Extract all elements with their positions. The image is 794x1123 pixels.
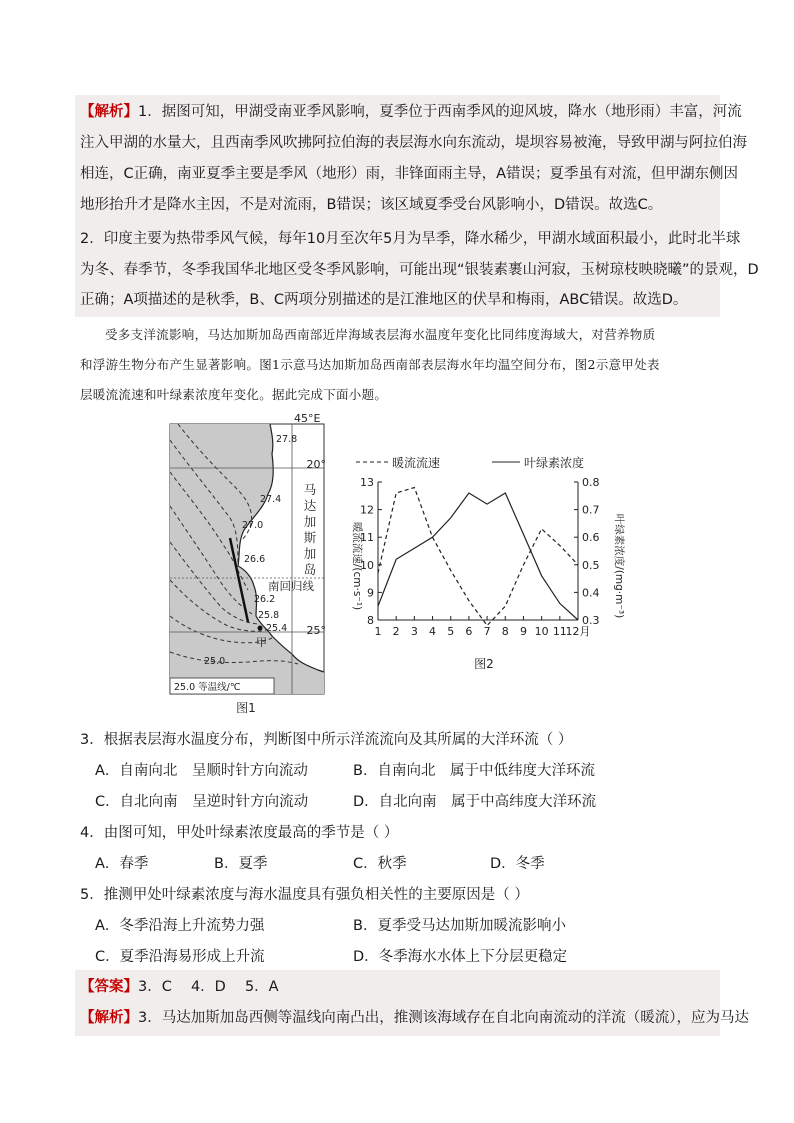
x-tick-label: 6 — [465, 625, 473, 638]
right-axis-label: 叶绿素浓度/(mg·m⁻³) — [613, 513, 625, 619]
island-name-char: 斯 — [303, 530, 317, 545]
question-3-option-b[interactable]: B．自南向北 属于中低纬度大洋环流 — [353, 763, 595, 779]
left-tick-label: 12 — [360, 503, 374, 517]
map-legend: 25.0 等温线/℃ — [174, 682, 241, 693]
figure2-caption: 图2 — [474, 657, 494, 671]
island-name-char: 加 — [303, 514, 317, 529]
isotherm-label: 26.6 — [244, 554, 266, 565]
question-4-option-a[interactable]: A．春季 — [95, 856, 149, 872]
island-name-char: 岛 — [303, 562, 317, 577]
question-4-option-c[interactable]: C．秋季 — [353, 856, 407, 872]
figure1-caption: 图1 — [236, 701, 256, 715]
x-tick-label: 5 — [447, 625, 455, 638]
isotherm-label: 25.4 — [266, 623, 288, 634]
right-tick-label: 0.5 — [582, 558, 600, 572]
right-tick-label: 0.7 — [582, 503, 600, 517]
left-axis-label: 暖流流速/(cm·s⁻¹) — [351, 521, 363, 611]
question-3-option-d[interactable]: D．自北向南 属于中高纬度大洋环流 — [353, 794, 597, 810]
left-tick-label: 13 — [360, 476, 374, 489]
analysis-line: 【解析】1．据图可知，甲湖受南亚季风影响，夏季位于西南季风的迎风坡，降水（地形雨）丰富，河流 — [80, 104, 742, 120]
right-tick-label: 0.8 — [582, 476, 600, 489]
analysis-2-line: 【解析】3．马达加斯加岛西侧等温线向南凸出，推测该海域存在自北向南流动的洋流（暖流），应为马达 — [80, 1010, 749, 1026]
analysis-line: 注入甲湖的水量大，且西南季风吹拂阿拉伯海的表层海水向东流动，堤坝容易被淹，导致甲湖与阿拉伯海 — [80, 135, 747, 151]
current-speed-line — [378, 488, 578, 626]
right-tick-label: 0.6 — [582, 531, 600, 545]
longitude-label: 45°E — [294, 412, 321, 425]
left-tick-label: 9 — [367, 586, 374, 600]
island-name-char: 马 — [303, 482, 317, 497]
isotherm-label: 25.8 — [258, 610, 280, 621]
x-tick-label: 1 — [374, 625, 382, 638]
question-5-stem: 5．推测甲处叶绿素浓度与海水温度具有强负相关性的主要原因是（ ） — [80, 887, 529, 903]
analysis-line: 2．印度主要为热带季风气候，每年10月至次年5月为旱季，降水稀少，甲湖水域面积最小，此时北半球 — [80, 231, 741, 247]
right-tick-label: 0.4 — [582, 586, 600, 600]
latitude-label: 25° — [306, 624, 326, 637]
left-tick-label: 11 — [360, 531, 374, 545]
island-name-char: 加 — [303, 546, 317, 561]
x-tick-label: 9 — [519, 625, 527, 638]
answer-text: 3．C 4．D 5．A — [138, 979, 279, 995]
isotherm-label: 27.4 — [260, 494, 282, 505]
isotherm-label: 26.2 — [254, 594, 276, 605]
x-tick-label: 12月 — [565, 625, 591, 638]
figure2-chart — [334, 448, 634, 678]
question-5-option-d[interactable]: D．冬季海水水体上下分层更稳定 — [353, 949, 568, 965]
question-3-option-a[interactable]: A．自南向北 呈顺时针方向流动 — [95, 763, 308, 779]
island-name-char: 达 — [303, 498, 317, 513]
question-5-option-a[interactable]: A．冬季沿海上升流势力强 — [95, 918, 265, 934]
question-5-option-b[interactable]: B．夏季受马达加斯加暖流影响小 — [353, 918, 566, 934]
answer-line — [80, 972, 720, 1003]
analysis-line: 正确；A项描述的是秋季，B、C两项分别描述的是江淮地区的伏旱和梅雨，ABC错误。故选D。 — [80, 292, 688, 308]
passage-line: 层暖流流速和叶绿素浓度年变化。据此完成下面小题。 — [80, 387, 388, 402]
legend-solid-label: 叶绿素浓度 — [524, 456, 585, 470]
point-jia-label: 甲 — [256, 636, 267, 649]
question-3-option-c[interactable]: C．自北向南 呈逆时针方向流动 — [95, 794, 309, 810]
analysis-tag: 【解析】 — [80, 1010, 138, 1026]
right-tick-label: 0.3 — [582, 614, 600, 627]
latitude-label: 20° — [306, 458, 326, 471]
analysis-tag: 【解析】 — [80, 104, 138, 120]
analysis-line: 地形抬升才是降水主因，不是对流雨，B错误；该区域夏季受台风影响小，D错误。故选C。 — [80, 197, 663, 213]
x-tick-label: 7 — [483, 625, 491, 638]
question-4-stem: 4．由图可知，甲处叶绿素浓度最高的季节是（ ） — [80, 825, 399, 841]
x-tick-label: 3 — [410, 625, 418, 638]
chlorophyll-line — [378, 493, 578, 620]
x-tick-label: 2 — [392, 625, 400, 638]
isotherm-label: 27.0 — [242, 520, 264, 531]
analysis-line: 为冬、春季节，冬季我国华北地区受冬季风影响，可能出现“银装素裹山河寂，玉树琼枝映晓曦”的景观，D — [80, 262, 759, 278]
passage-line: 受多支洋流影响，马达加斯加岛西南部近岸海域表层海水温度年变化比同纬度海域大，对营养物质 — [105, 327, 656, 342]
figure1-map — [168, 410, 330, 720]
x-tick-label: 4 — [429, 625, 437, 638]
passage-line: 和浮游生物分布产生显著影响。图1示意马达加斯加岛西南部表层海水年均温空间分布，图2示意甲处表 — [80, 357, 660, 372]
question-4-option-d[interactable]: D．冬季 — [490, 856, 545, 872]
isotherm-label: 25.0 — [204, 656, 226, 667]
question-3-stem: 3．根据表层海水温度分布，判断图中所示洋流流向及其所属的大洋环流（ ） — [80, 732, 573, 748]
question-5-option-c[interactable]: C．夏季沿海易形成上升流 — [95, 949, 265, 965]
isotherm-label: 27.8 — [276, 434, 298, 445]
left-tick-label: 8 — [367, 614, 374, 627]
analysis-line: 相连，C正确，南亚夏季主要是季风（地形）雨，非锋面雨主导，A错误；夏季虽有对流，但甲湖东侧因 — [80, 166, 739, 182]
x-tick-label: 11 — [552, 625, 567, 638]
answer-tag: 【答案】 — [80, 979, 138, 995]
left-tick-label: 10 — [360, 558, 374, 572]
question-4-option-b[interactable]: B．夏季 — [214, 856, 268, 872]
legend-dashed-label: 暖流流速 — [392, 456, 441, 470]
x-tick-label: 8 — [501, 625, 509, 638]
tropic-label: 南回归线 — [268, 579, 314, 593]
x-tick-label: 10 — [534, 625, 549, 638]
